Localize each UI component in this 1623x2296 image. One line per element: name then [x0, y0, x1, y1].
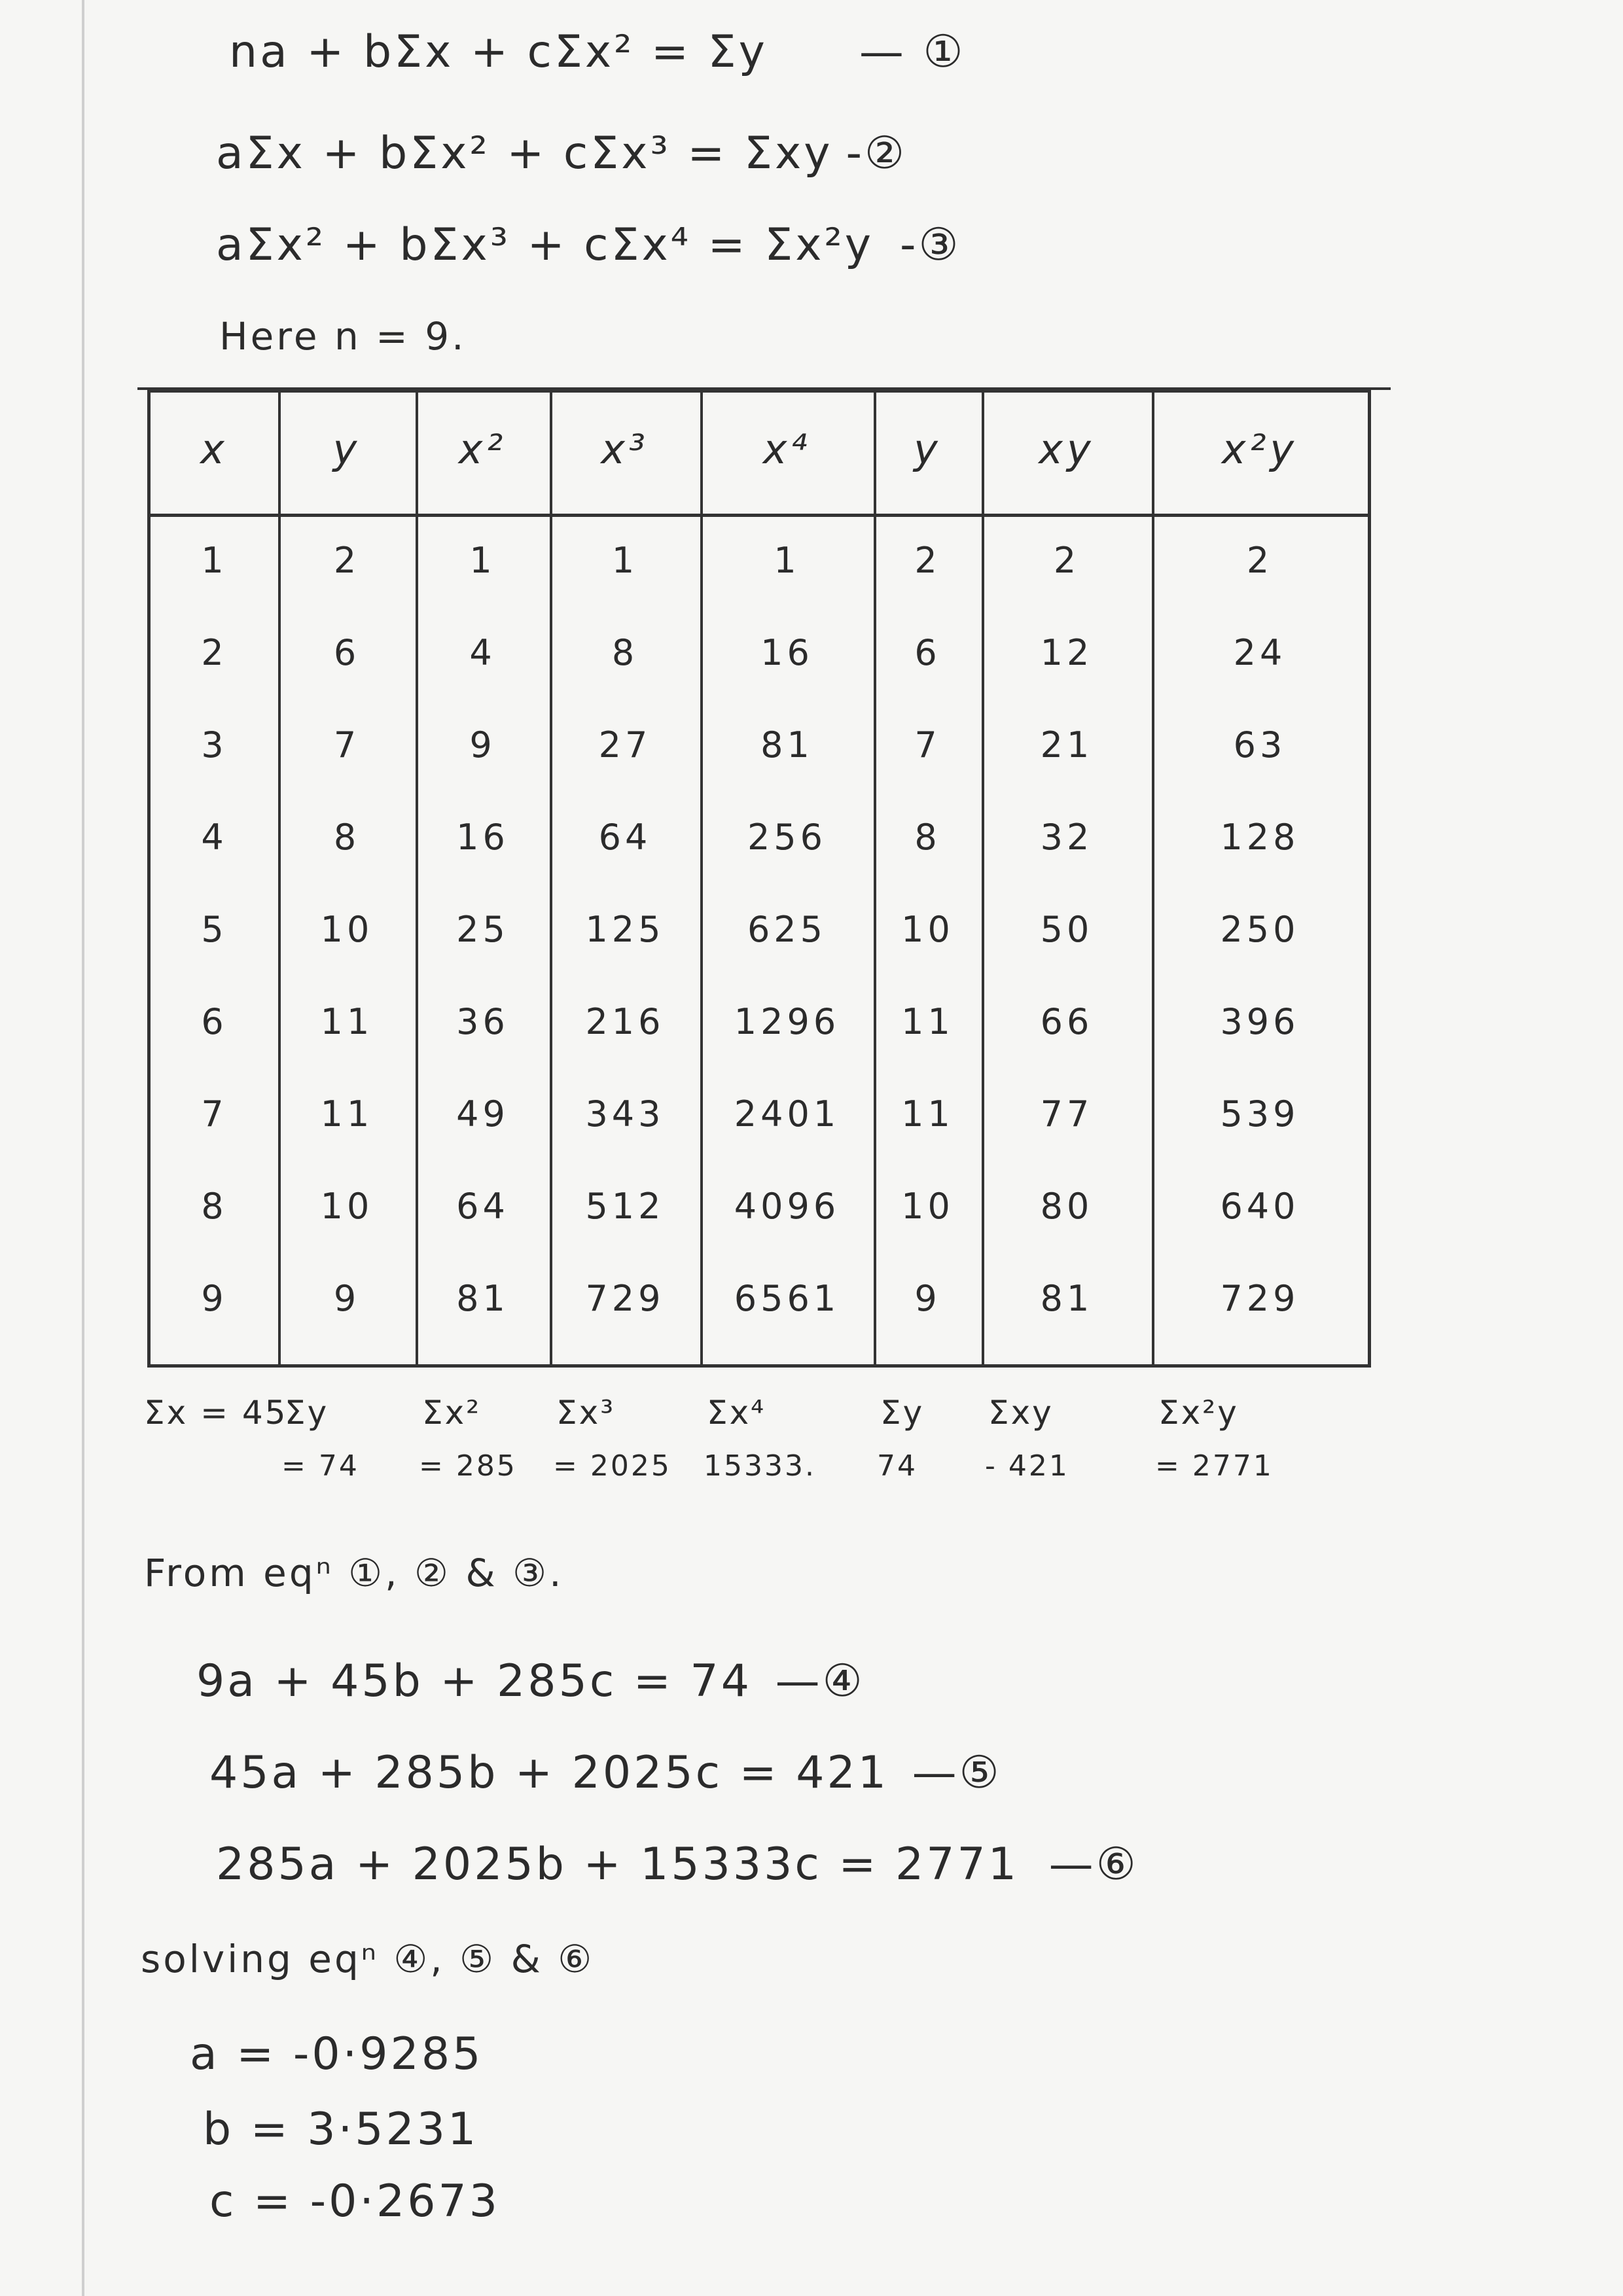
- sum-label: Σy: [880, 1394, 925, 1432]
- sum-value: = 285: [419, 1449, 517, 1483]
- table-cell: 63: [1233, 724, 1287, 766]
- table-cell: 64: [456, 1186, 509, 1227]
- solution-a: a = -0·9285: [190, 2028, 484, 2080]
- table-cell: 8: [611, 632, 639, 673]
- table-header-cell: y: [914, 425, 942, 473]
- table-cell: 512: [585, 1186, 665, 1227]
- table-cell: 25: [456, 909, 509, 950]
- table-cell: 80: [1040, 1186, 1094, 1227]
- table-cell: 50: [1040, 909, 1094, 950]
- table-cell: 8: [201, 1186, 228, 1227]
- table-cell: 8: [914, 817, 941, 858]
- table-cell: 6: [914, 632, 941, 673]
- table-cell: 36: [456, 1001, 509, 1042]
- table-cell: 729: [585, 1278, 665, 1319]
- table-cell: 216: [585, 1001, 665, 1042]
- table-cell: 396: [1220, 1001, 1300, 1042]
- here-line: Here n = 9.: [219, 314, 467, 359]
- table-cell: 10: [901, 909, 954, 950]
- table-cell: 2401: [734, 1093, 840, 1135]
- table-cell: 81: [760, 724, 813, 766]
- table-cell: 11: [901, 1093, 954, 1135]
- solution-c: c = -0·2673: [209, 2176, 501, 2227]
- table-cell: 32: [1040, 817, 1094, 858]
- table-cell: 4: [201, 817, 228, 858]
- table-cell: 2: [1246, 540, 1274, 581]
- table-header-cell: xy: [1039, 425, 1095, 473]
- table-cell: 343: [585, 1093, 665, 1135]
- table-cell: 8: [333, 817, 361, 858]
- table-cell: 125: [585, 909, 665, 950]
- table-cell: 10: [320, 1186, 374, 1227]
- table-cell: 625: [747, 909, 827, 950]
- table-cell: 21: [1040, 724, 1094, 766]
- table-cell: 539: [1220, 1093, 1300, 1135]
- equation-5: 45a + 285b + 2025c = 421 —⑤: [209, 1747, 1002, 1799]
- equation-3: aΣx² + bΣx³ + cΣx⁴ = Σx²y -③: [216, 219, 961, 271]
- from-line: From eqⁿ ①, ② & ③.: [144, 1551, 564, 1595]
- table-cell: 12: [1040, 632, 1094, 673]
- table-cell: 11: [901, 1001, 954, 1042]
- equation-6: 285a + 2025b + 15333c = 2771 —⑥: [216, 1839, 1139, 1890]
- sum-value: 15333.: [704, 1449, 816, 1483]
- table-cell: 1: [201, 540, 228, 581]
- table-cell: 128: [1220, 817, 1300, 858]
- sum-label: Σx⁴: [707, 1394, 766, 1432]
- solution-b: b = 3·5231: [203, 2104, 479, 2155]
- table-cell: 2: [1053, 540, 1080, 581]
- sum-label: Σx²: [422, 1394, 482, 1432]
- table-cell: 7: [914, 724, 941, 766]
- table-cell: 49: [456, 1093, 509, 1135]
- table-cell: 5: [201, 909, 228, 950]
- table-cell: 11: [320, 1093, 374, 1135]
- table-cell: 6: [333, 632, 361, 673]
- table-cell: 256: [747, 817, 827, 858]
- sum-label: Σx = 45: [144, 1394, 288, 1432]
- table-cell: 81: [1040, 1278, 1094, 1319]
- sum-label: Σy: [285, 1394, 329, 1432]
- table-cell: 16: [760, 632, 813, 673]
- table-cell: 729: [1220, 1278, 1300, 1319]
- table-cell: 77: [1040, 1093, 1094, 1135]
- equation-4: 9a + 45b + 285c = 74 —④: [196, 1655, 865, 1707]
- sum-value: 74: [877, 1449, 918, 1483]
- table-cell: 11: [320, 1001, 374, 1042]
- table-cell: 6561: [734, 1278, 840, 1319]
- table-cell: 27: [598, 724, 652, 766]
- table-cell: 7: [201, 1093, 228, 1135]
- table-cell: 1: [611, 540, 639, 581]
- table-cell: 9: [333, 1278, 361, 1319]
- table-header-cell: x²: [458, 425, 507, 473]
- table-cell: 3: [201, 724, 228, 766]
- equation-2: aΣx + bΣx² + cΣx³ = Σxy -②: [216, 128, 907, 179]
- table-cell: 1: [469, 540, 496, 581]
- table-cell: 1: [774, 540, 800, 581]
- table-cell: 6: [201, 1001, 228, 1042]
- table-header-cell: x³: [601, 425, 649, 473]
- table-header-cell: x²y: [1221, 425, 1298, 473]
- table-cell: 64: [598, 817, 652, 858]
- sum-value: = 74: [281, 1449, 359, 1483]
- table-cell: 24: [1233, 632, 1287, 673]
- table-cell: 10: [901, 1186, 954, 1227]
- table-header-cell: x⁴: [762, 425, 812, 473]
- sum-value: = 2771: [1155, 1449, 1274, 1483]
- data-table: [147, 389, 1371, 1368]
- page-margin-line: [82, 0, 84, 2296]
- table-cell: 66: [1040, 1001, 1094, 1042]
- table-cell: 2: [914, 540, 941, 581]
- table-cell: 4096: [734, 1186, 840, 1227]
- sum-value: - 421: [985, 1449, 1069, 1483]
- sum-label: Σx³: [556, 1394, 616, 1432]
- table-cell: 1296: [734, 1001, 840, 1042]
- table-cell: 10: [320, 909, 374, 950]
- table-cell: 7: [333, 724, 361, 766]
- solving-line: solving eqⁿ ④, ⑤ & ⑥: [141, 1937, 595, 1981]
- table-cell: 4: [469, 632, 496, 673]
- equation-1: na + bΣx + cΣx² = Σy — ①: [229, 26, 966, 78]
- sum-label: Σxy: [988, 1394, 1054, 1432]
- table-header-cell: x: [200, 425, 228, 473]
- table-cell: 9: [914, 1278, 941, 1319]
- table-cell: 640: [1220, 1186, 1300, 1227]
- table-header-cell: y: [332, 425, 361, 473]
- sum-label: Σx²y: [1158, 1394, 1239, 1432]
- table-cell: 2: [333, 540, 361, 581]
- table-cell: 250: [1220, 909, 1300, 950]
- table-cell: 16: [456, 817, 509, 858]
- sum-value: = 2025: [553, 1449, 671, 1483]
- table-cell: 9: [469, 724, 496, 766]
- table-cell: 9: [201, 1278, 228, 1319]
- table-cell: 81: [456, 1278, 509, 1319]
- table-cell: 2: [201, 632, 228, 673]
